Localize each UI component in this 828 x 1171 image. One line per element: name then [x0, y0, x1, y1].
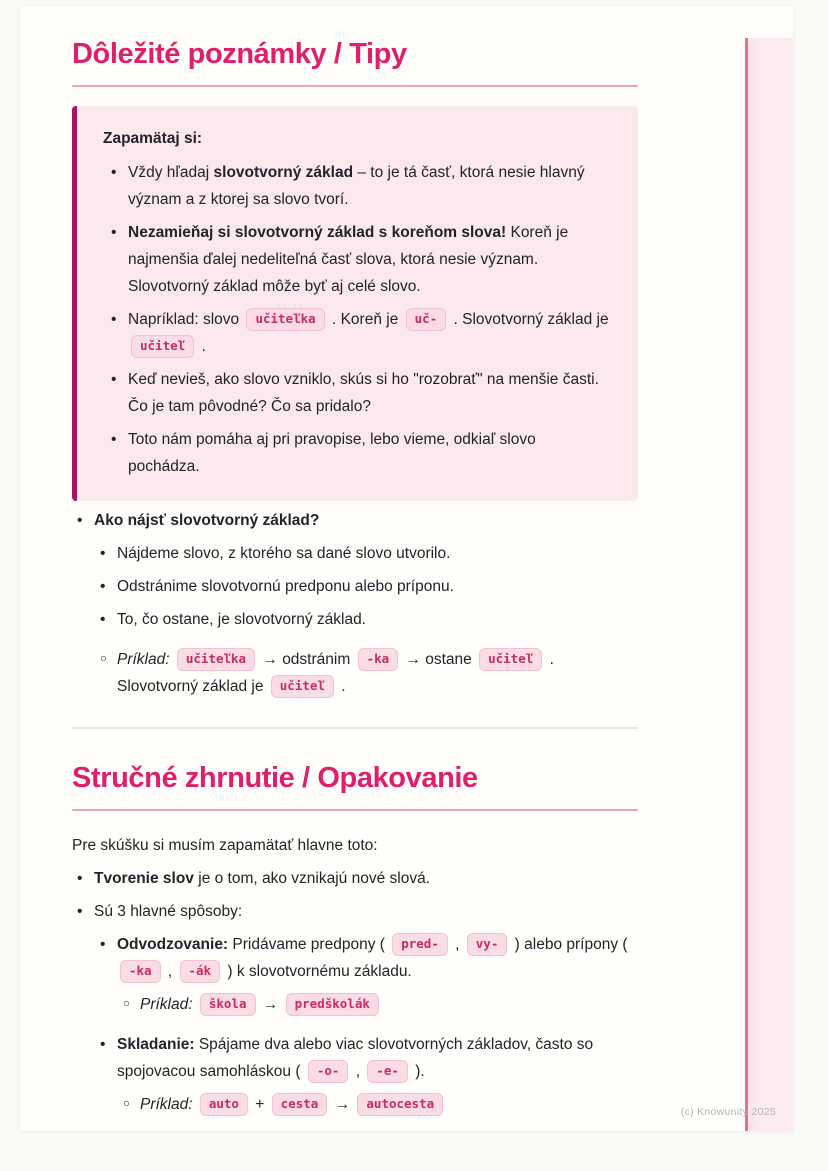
list-item: [100, 1031, 638, 1085]
list-item-text: Skladanie: Spájame dva alebo viac slovotvorných základov, často so spojovacou samohláskou ( -o- , -e- ).: [117, 1031, 638, 1085]
circle-bullet-marker: ○: [123, 998, 130, 1010]
list-item: [123, 1091, 638, 1118]
section-divider: [72, 727, 638, 729]
list-item-text: Odvodzovanie: Pridávame predpony ( pred- , vy- ) alebo prípony ( -ka , -ák ) k slovotvornému základu.: [117, 931, 638, 985]
inline-code-badge: predškolák: [286, 993, 379, 1016]
inline-code-badge: -ka: [120, 960, 161, 983]
list-item: [77, 865, 638, 892]
list-item-text: Nezamieňaj si slovotvorný základ s koreňom slova! Koreň je najmenšia ďalej nedeliteľná časť slova, ktorá nesie význam. Slovotvorný základ môže byť aj celé slovo.: [128, 224, 569, 295]
inline-code-badge: auto: [200, 1093, 248, 1116]
inline-code-badge: pred-: [392, 933, 448, 956]
list-item-text: Nájdeme slovo, z ktorého sa dané slovo utvorilo.: [117, 545, 451, 562]
list-item: [100, 573, 638, 600]
list-item: [100, 646, 638, 700]
list-item-text: Príklad: učiteľka → odstránim -ka → ostane učiteľ . Slovotvorný základ je učiteľ .: [117, 646, 638, 700]
list-item-text: Toto nám pomáha aj pri pravopise, lebo vieme, odkiaľ slovo pochádza.: [128, 431, 536, 475]
inline-code-badge: vy-: [467, 933, 508, 956]
callout-list: [103, 159, 611, 480]
document-content: [72, 38, 638, 1118]
section-title-summary: Stručné zhrnutie / Opakovanie: [72, 762, 478, 794]
section-title-notes: Dôležité poznámky / Tipy: [72, 38, 407, 70]
notes-list: [72, 507, 638, 700]
disc-bullet-marker: •: [111, 431, 117, 448]
heading-rule: [72, 809, 638, 811]
inline-code-badge: -ák: [180, 960, 221, 983]
inline-code-badge: uč-: [406, 308, 447, 331]
inline-code-badge: učiteľka: [246, 308, 324, 331]
disc-bullet-marker: •: [100, 611, 106, 628]
disc-bullet-marker: •: [100, 578, 106, 595]
list-item: [111, 426, 611, 480]
list-item: [111, 159, 611, 213]
list-item: [100, 606, 638, 633]
list-item: [77, 898, 638, 925]
list-item: [123, 991, 638, 1018]
document-page: [20, 6, 793, 1131]
disc-bullet-marker: •: [100, 1036, 106, 1053]
callout-box: [72, 106, 638, 501]
summary-list: [72, 865, 638, 1118]
footer-credit: (c) Knowunity 2025: [680, 1106, 776, 1118]
page-edge-strip: [745, 38, 793, 1131]
inline-code-badge: autocesta: [357, 1093, 443, 1116]
disc-bullet-marker: •: [100, 545, 106, 562]
callout-title: Zapamätaj si:: [103, 130, 203, 147]
list-item: [77, 507, 638, 534]
disc-bullet-marker: •: [100, 936, 106, 953]
list-item-text: Ako nájsť slovotvorný základ?: [94, 512, 320, 529]
inline-code-badge: učiteľ: [271, 675, 334, 698]
list-item: [100, 540, 638, 567]
disc-bullet-marker: •: [111, 311, 117, 328]
disc-bullet-marker: •: [77, 512, 83, 529]
disc-bullet-marker: •: [77, 870, 83, 887]
list-item-text: Príklad: auto + cesta → autocesta: [140, 1091, 638, 1118]
circle-bullet-marker: ○: [123, 1098, 130, 1110]
summary-intro-text: Pre skúšku si musím zapamätať hlavne toto:: [72, 837, 378, 854]
inline-code-badge: škola: [200, 993, 256, 1016]
list-item: [111, 219, 611, 300]
list-item-text: To, čo ostane, je slovotvorný základ.: [117, 611, 366, 628]
disc-bullet-marker: •: [111, 371, 117, 388]
inline-code-badge: učiteľ: [131, 335, 194, 358]
disc-bullet-marker: •: [77, 903, 83, 920]
heading-rule: [72, 85, 638, 87]
inline-code-badge: -e-: [367, 1060, 408, 1083]
list-item: [111, 366, 611, 420]
inline-code-badge: cesta: [272, 1093, 328, 1116]
list-item-text: Tvorenie slov je o tom, ako vznikajú nové slová.: [94, 870, 431, 887]
list-item: [111, 306, 611, 360]
list-item-text: Odstránime slovotvornú predponu alebo príponu.: [117, 578, 454, 595]
circle-bullet-marker: ○: [100, 653, 107, 665]
inline-code-badge: -ka: [358, 648, 399, 671]
list-item-text: Keď nevieš, ako slovo vzniklo, skús si ho "rozobrať" na menšie časti. Čo je tam pôvodné? Čo sa pridalo?: [128, 371, 599, 415]
disc-bullet-marker: •: [111, 164, 117, 181]
disc-bullet-marker: •: [111, 224, 117, 241]
list-item-text: Sú 3 hlavné spôsoby:: [94, 903, 243, 920]
list-item-text: Príklad: škola → predškolák: [140, 991, 638, 1018]
inline-code-badge: učiteľka: [177, 648, 255, 671]
list-item-text: Napríklad: slovo učiteľka . Koreň je uč- . Slovotvorný základ je učiteľ .: [128, 306, 611, 360]
inline-code-badge: -o-: [308, 1060, 349, 1083]
inline-code-badge: učiteľ: [479, 648, 542, 671]
list-item-text: Vždy hľadaj slovotvorný základ – to je tá časť, ktorá nesie hlavný význam a z ktorej sa slovo tvorí.: [128, 164, 585, 208]
list-item: [100, 931, 638, 985]
